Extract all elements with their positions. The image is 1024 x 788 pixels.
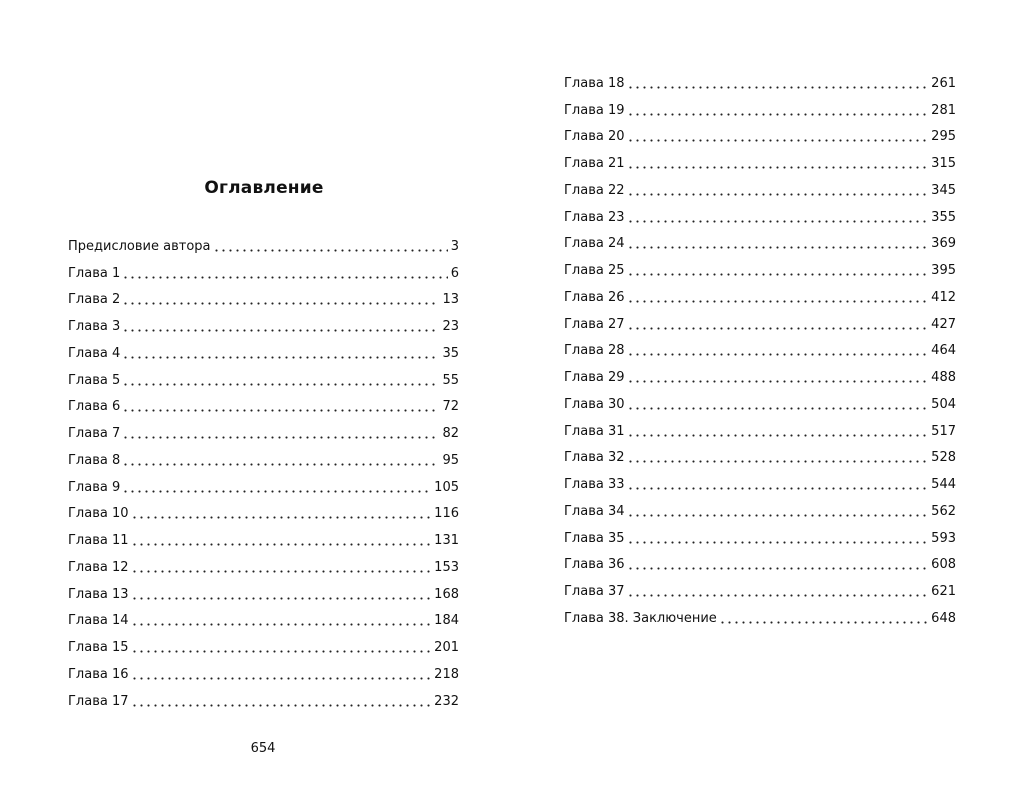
dot-leader [122,480,431,493]
dot-leader [627,210,929,223]
toc-entry-page: 261 [931,75,956,91]
toc-entry [564,364,956,391]
toc-entry-label: Глава 23 [564,209,625,225]
page-number: 654 [250,741,276,756]
toc-entry-page: 488 [931,370,956,386]
toc-entry [564,578,956,605]
toc-entry-page: 464 [931,343,956,359]
toc-entry-label: Глава 1 [68,265,121,281]
toc-entry [564,471,956,498]
toc-entry [564,338,956,365]
toc-entry [68,634,459,661]
toc-entry-label: Глава 11 [68,533,129,549]
toc-entry-label: Глава 15 [68,640,129,656]
toc-entry-page: 218 [434,666,459,682]
toc-entry-page: 412 [931,289,956,305]
dot-leader [122,373,439,386]
toc-entry-page: 3 [450,238,459,254]
toc-entry-label: Глава 24 [564,236,625,252]
toc-entry [564,445,956,472]
toc-entry [68,554,459,581]
dot-leader [131,560,432,573]
toc-entry-label: Глава 36 [564,557,625,573]
toc-entry [68,367,459,394]
dot-leader [131,694,432,707]
toc-entry-page: 105 [434,479,459,495]
toc-entry-label: Глава 31 [564,423,625,439]
dot-leader [627,76,929,89]
toc-entry-page: 23 [442,319,459,335]
toc-entry-label: Глава 32 [564,450,625,466]
toc-entry [68,233,459,260]
toc-entry [564,150,956,177]
toc-entry-page: 355 [931,209,956,225]
toc-entry-label: Глава 22 [564,182,625,198]
toc-entry-page: 201 [434,640,459,656]
toc-entry-label: Глава 3 [68,319,121,335]
toc-entry [68,581,459,608]
toc-entry-page: 116 [434,506,459,522]
toc-entry-label: Глава 10 [68,506,129,522]
toc-entry-page: 345 [931,182,956,198]
toc-entry-label: Глава 27 [564,316,625,332]
toc-entry-label: Глава 33 [564,477,625,493]
dot-leader [122,399,439,412]
dot-leader [627,183,929,196]
toc-entry-label: Предисловие автора [68,238,211,254]
dot-leader [627,397,929,410]
toc-entry-page: 95 [442,452,459,468]
toc-entry-page: 153 [434,559,459,575]
toc-entry [68,474,459,501]
toc-entry [68,447,459,474]
toc-entry-label: Глава 18 [564,75,625,91]
dot-leader [122,426,439,439]
toc-entry [68,340,459,367]
dot-leader [122,453,439,466]
toc-entry [68,287,459,314]
toc-entry [564,124,956,151]
toc-entry-label: Глава 6 [68,399,121,415]
dot-leader [627,424,929,437]
toc-entry-label: Глава 26 [564,289,625,305]
toc-list-right [564,70,956,632]
toc-entry-label: Глава 34 [564,503,625,519]
toc-entry-label: Глава 25 [564,263,625,279]
dot-leader [627,584,929,597]
toc-entry-label: Глава 19 [564,102,625,118]
toc-entry [564,284,956,311]
toc-entry [564,311,956,338]
toc-entry [564,257,956,284]
dot-leader [627,317,929,330]
toc-entry-label: Глава 5 [68,372,121,388]
toc-entry-page: 82 [442,426,459,442]
toc-entry-page: 13 [442,292,459,308]
dot-leader [122,266,447,279]
toc-entry [68,260,459,287]
toc-entry-page: 72 [442,399,459,415]
toc-entry [564,391,956,418]
dot-leader [627,504,929,517]
toc-entry [68,313,459,340]
toc-entry-label: Глава 37 [564,584,625,600]
toc-entry-label: Глава 35 [564,530,625,546]
dot-leader [627,236,929,249]
toc-entry [68,527,459,554]
dot-leader [627,557,929,570]
toc-entry [68,501,459,528]
toc-entry [564,177,956,204]
toc-entry-page: 621 [931,584,956,600]
dot-leader [627,290,929,303]
toc-entry-page: 55 [442,372,459,388]
toc-entry [68,608,459,635]
toc-entry-page: 528 [931,450,956,466]
toc-entry-label: Глава 29 [564,370,625,386]
toc-entry-label: Глава 12 [68,559,129,575]
toc-entry-page: 6 [450,265,459,281]
toc-entry-page: 648 [931,610,956,626]
toc-entry-page: 315 [931,156,956,172]
toc-entry-page: 544 [931,477,956,493]
toc-entry [564,70,956,97]
dot-leader [627,263,929,276]
toc-entry [564,231,956,258]
toc-entry-page: 35 [442,345,459,361]
toc-entry-label: Глава 7 [68,426,121,442]
toc-entry-label: Глава 16 [68,666,129,682]
dot-leader [627,370,929,383]
toc-list-left [68,233,459,715]
toc-entry-label: Глава 17 [68,693,129,709]
dot-leader [719,611,928,624]
toc-entry [68,420,459,447]
toc-entry-page: 395 [931,263,956,279]
dot-leader [131,506,432,519]
toc-entry [564,552,956,579]
toc-entry-page: 184 [434,613,459,629]
toc-entry-page: 232 [434,693,459,709]
toc-entry-label: Глава 38. Заключение [564,610,717,626]
dot-leader [122,292,439,305]
dot-leader [627,477,929,490]
dot-leader [131,533,432,546]
dot-leader [131,613,432,626]
toc-entry [564,97,956,124]
toc-entry [564,418,956,445]
toc-entry-page: 504 [931,396,956,412]
dot-leader [131,667,432,680]
dot-leader [627,531,929,544]
toc-entry [564,204,956,231]
dot-leader [213,239,448,252]
dot-leader [627,103,929,116]
toc-entry [68,688,459,715]
dot-leader [627,156,929,169]
toc-entry-label: Глава 21 [564,156,625,172]
dot-leader [627,450,929,463]
toc-entry-label: Глава 28 [564,343,625,359]
toc-entry-label: Глава 30 [564,396,625,412]
toc-entry-page: 131 [434,533,459,549]
toc-entry-page: 281 [931,102,956,118]
toc-entry-label: Глава 8 [68,452,121,468]
dot-leader [131,587,432,600]
toc-entry-label: Глава 14 [68,613,129,629]
toc-entry [564,498,956,525]
dot-leader [122,319,439,332]
dot-leader [122,346,439,359]
toc-entry-page: 427 [931,316,956,332]
toc-entry-page: 168 [434,586,459,602]
toc-entry-label: Глава 4 [68,345,121,361]
toc-entry-label: Глава 2 [68,292,121,308]
toc-entry [68,661,459,688]
toc-entry [564,605,956,632]
dot-leader [627,129,929,142]
toc-entry-page: 608 [931,557,956,573]
toc-entry [68,394,459,421]
toc-entry-page: 295 [931,129,956,145]
toc-entry-page: 593 [931,530,956,546]
dot-leader [627,343,929,356]
toc-entry-label: Глава 13 [68,586,129,602]
dot-leader [131,640,432,653]
toc-entry-page: 517 [931,423,956,439]
toc-entry-page: 369 [931,236,956,252]
toc-entry-label: Глава 9 [68,479,121,495]
toc-entry-page: 562 [931,503,956,519]
toc-entry-label: Глава 20 [564,129,625,145]
toc-entry [564,525,956,552]
toc-title: Оглавление [204,178,324,198]
